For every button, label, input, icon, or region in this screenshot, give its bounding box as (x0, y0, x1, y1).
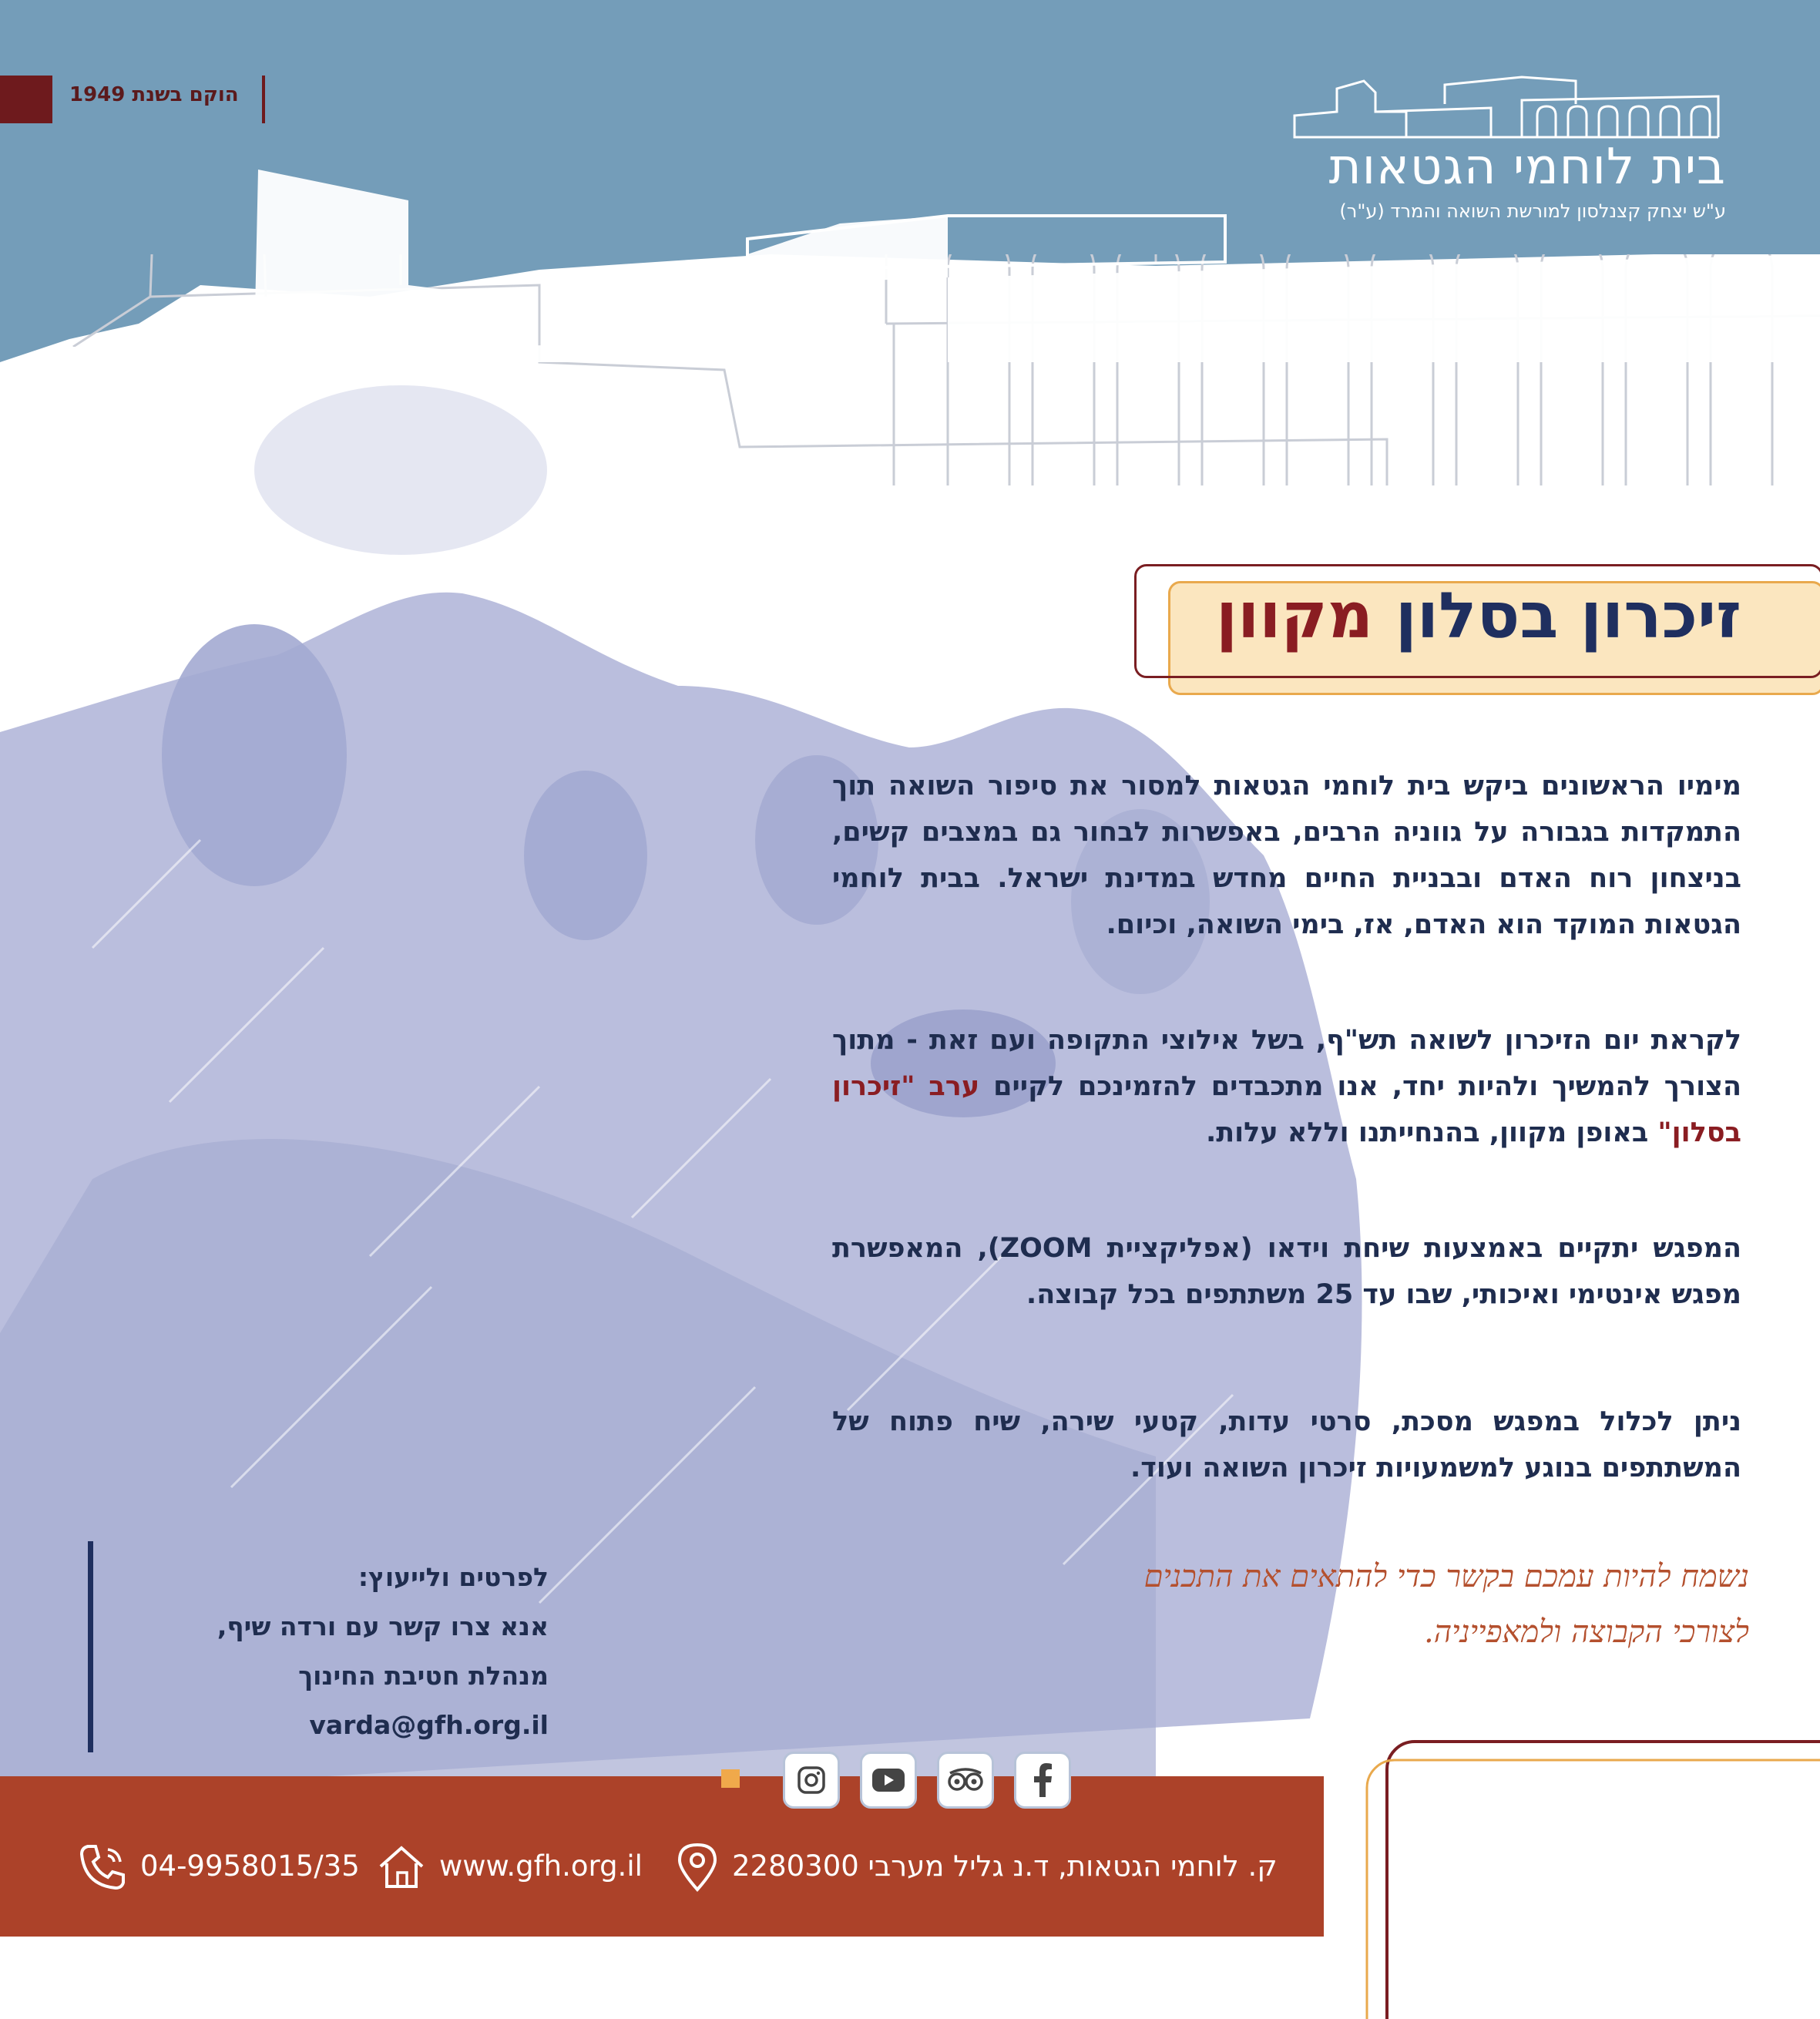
closing-note-line-2: לצורכי הקבוצה ולמאפייניה. (1423, 1614, 1749, 1650)
page-title (1156, 579, 1741, 653)
logo-building-icon (1291, 69, 1722, 143)
contact-block (117, 1553, 549, 1750)
founded-year: הוקם בשנת 1949 (69, 83, 239, 106)
closing-note-line-1: נשמח להיות עמכם בקשר כדי להתאים את התכנים (1143, 1559, 1749, 1594)
paragraph-zoom: המפגש יתקיים באמצעות שיחת וידאו (אפליקציית ZOOM), המאפשרת מפגש אינטימי ואיכותי, שבו עד 25 משתתפים בכל קבוצה. (832, 1233, 1741, 1310)
footer-phone[interactable]: 04-9958015/35 (140, 1849, 360, 1883)
facebook-icon (1031, 1763, 1054, 1797)
contact-heading: לפרטים ולייעוץ: (358, 1562, 549, 1592)
home-icon (376, 1842, 427, 1893)
footer-address: ק. לוחמי הגטאות, ד.נ גליל מערבי 2280300 (732, 1849, 1278, 1883)
header-divider (262, 76, 265, 123)
org-subtitle: ע"ש יצחק קצנלסון למורשת השואה והמרד (ע"ר) (1339, 200, 1726, 222)
footer-website-link[interactable]: www.gfh.org.il (439, 1849, 643, 1883)
contact-line: אנא צרו קשר עם ורדה שיף, (217, 1611, 549, 1641)
museum-outline (69, 170, 1820, 362)
phone-icon (77, 1842, 128, 1893)
org-name: בית לוחמי הגטאות (1328, 139, 1726, 196)
paragraph-invitation (832, 1017, 1741, 1156)
instagram-button[interactable] (783, 1752, 840, 1809)
event-name-highlight: ערב "זיכרון בסלון" (832, 1071, 1741, 1148)
contact-email-link[interactable]: varda@gfh.org.il (309, 1710, 549, 1740)
top-bar-marker (0, 76, 52, 123)
paragraph-content: ניתן לכלול במפגש מסכת, סרטי עדות, קטעי שירה, שיח פתוח של המשתתפים בנוגע למשמעויות זיכרון השואה ועוד. (832, 1406, 1741, 1483)
instagram-icon (796, 1765, 827, 1796)
invitation-text-end: באופן מקוון, בהנחייתנו וללא עלות. (1205, 1117, 1658, 1148)
location-pin-icon (675, 1842, 720, 1893)
tripadvisor-icon (947, 1767, 984, 1793)
facebook-button[interactable] (1014, 1752, 1071, 1809)
corner-frame (1356, 1711, 1820, 2019)
invitation-text: לקראת יום הזיכרון לשואה תש"ף, בשל אילוצי התקופה ועם זאת - מתוך הצורך להמשיך ולהיות יחד, אנו מתכבדים להזמינכם לקיים (832, 1025, 1741, 1102)
contact-role: מנהלת חטיבת החינוך (298, 1661, 549, 1691)
youtube-icon (871, 1767, 905, 1793)
footer-accent-square (721, 1769, 740, 1788)
closing-note (832, 1549, 1749, 1660)
youtube-button[interactable] (860, 1752, 917, 1809)
title-main: זיכרון בסלון (1395, 579, 1741, 653)
tripadvisor-button[interactable] (937, 1752, 994, 1809)
title-accent: מקוון (1215, 579, 1374, 653)
paragraph-intro: מימיו הראשונים ביקש בית לוחמי הגטאות למסור את סיפור השואה תוך התמקדות בגבורה על גווניה הרבים, באפשרות לבחור גם במצבים קשים, בניצחון רוח האדם ובבניית החיים מחדש במדינת ישראל. בבית לוחמי הגטאות המוקד הוא האדם, אז, בימי השואה, וכיום. (832, 771, 1741, 940)
contact-divider (88, 1541, 93, 1752)
